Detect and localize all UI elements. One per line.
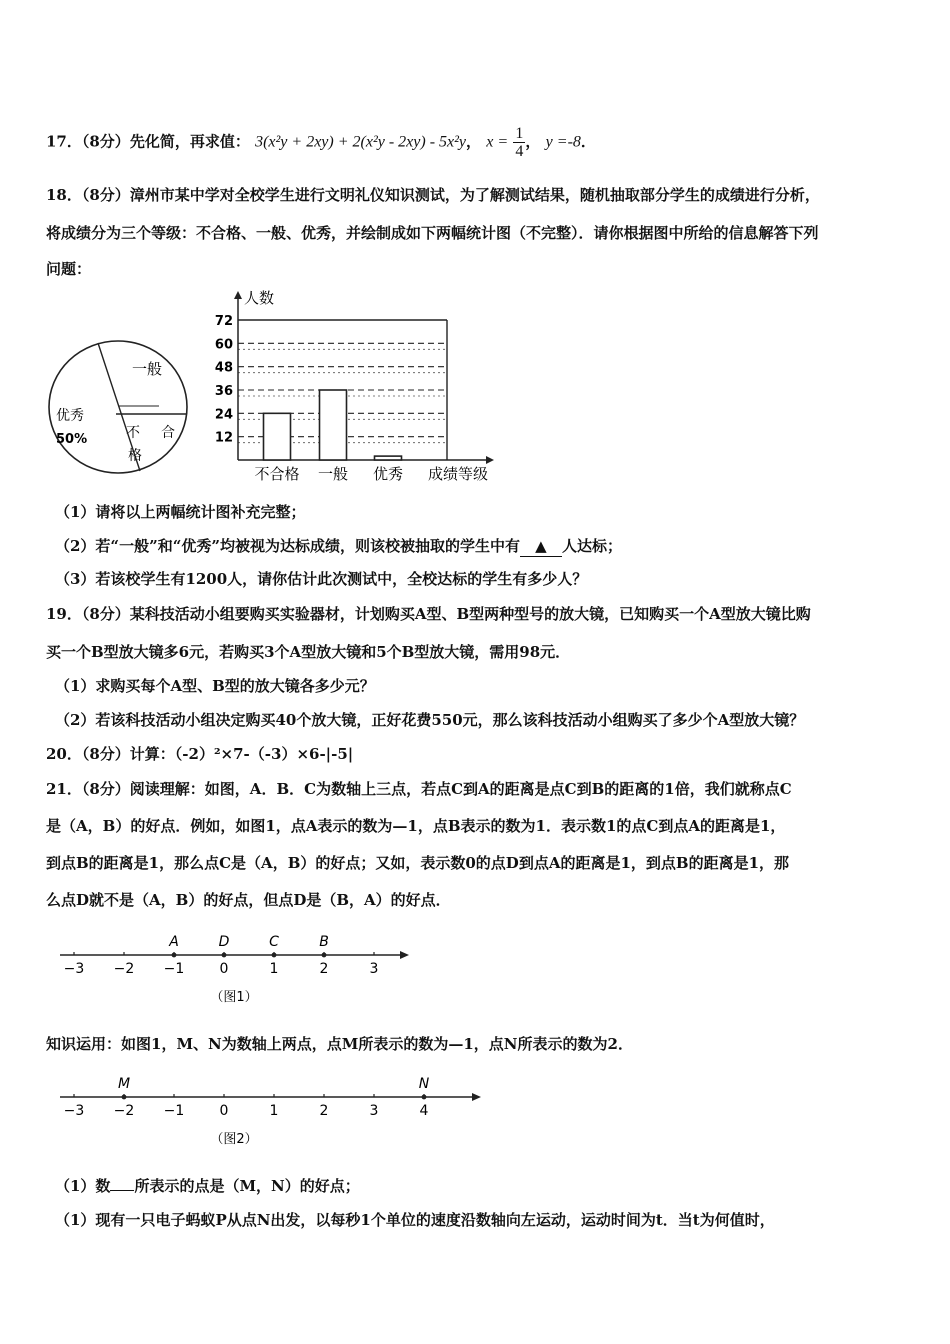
number-line-tick-label: 2 bbox=[319, 1103, 329, 1119]
q17-y-value: y =-8 bbox=[545, 133, 581, 151]
bar-ylabel: 人数 bbox=[244, 289, 275, 307]
bar-y-arrow bbox=[234, 291, 242, 299]
number-line-point-b bbox=[322, 953, 327, 958]
q18-sub2-text-b: 人达标； bbox=[561, 537, 622, 555]
number-line-arrow bbox=[472, 1093, 481, 1101]
bar-ytick-label: 12 bbox=[214, 430, 233, 446]
q18-sub2 bbox=[55, 536, 910, 557]
bar-3 bbox=[375, 456, 402, 460]
number-line-tick-label: 2 bbox=[319, 961, 329, 977]
number-line-caption: （图1） bbox=[210, 990, 258, 1005]
number-line-tick-label: 3 bbox=[369, 1103, 379, 1119]
q18-line1: 18．（8分）漳州市某中学对全校学生进行文明礼仪知识测试，为了解测试结果，随机抽取部分学生的成绩进行分析， bbox=[46, 186, 820, 204]
number-line-tick-label: 4 bbox=[419, 1103, 429, 1119]
bar-ytick-label: 48 bbox=[214, 360, 233, 376]
number-line-tick-label: −2 bbox=[113, 1103, 135, 1119]
q21-sub1 bbox=[55, 1176, 910, 1196]
q21-sub1-blank[interactable] bbox=[110, 1190, 134, 1191]
number-line-arrow bbox=[400, 951, 409, 959]
q18-line3: 问题： bbox=[46, 260, 92, 278]
pie-label-fail-b: 合 bbox=[161, 425, 175, 441]
number-line-tick-label: 3 bbox=[369, 961, 379, 977]
q17-x-label: x = bbox=[486, 133, 509, 151]
number-line-caption: （图2） bbox=[210, 1132, 258, 1147]
pie-label-fail-c: 格 bbox=[128, 448, 142, 464]
bar-ytick-label: 72 bbox=[214, 314, 233, 329]
number-line-point-a bbox=[172, 953, 177, 958]
q17-number: 17． bbox=[46, 132, 82, 151]
q17-score: （8分） bbox=[81, 132, 130, 151]
number-line-figure-1 bbox=[50, 925, 430, 1010]
q17-x-num: 1 bbox=[515, 125, 524, 142]
pie-chart bbox=[44, 338, 192, 476]
number-line-point-d bbox=[222, 953, 227, 958]
pie-label-excellent-pct: 50% bbox=[56, 432, 88, 447]
bar-ytick-label: 24 bbox=[214, 407, 233, 423]
number-line-point-c bbox=[272, 953, 277, 958]
q17-sep2: ， bbox=[525, 132, 541, 151]
q17-line bbox=[46, 125, 910, 160]
number-line-point-label: M bbox=[117, 1076, 131, 1092]
number-line-figure-2 bbox=[50, 1067, 500, 1152]
pie-circle bbox=[49, 341, 187, 473]
q17-text: 先化简，再求值： bbox=[129, 132, 250, 151]
bar-category-label: 不合格 bbox=[254, 465, 300, 483]
bar-x-arrow bbox=[486, 456, 494, 464]
q18-sub3: （3）若该校学生有1200人，请你估计此次测试中，全校达标的学生有多少人？ bbox=[55, 570, 588, 588]
number-line-tick-label: −3 bbox=[63, 961, 85, 977]
number-line-point-label: C bbox=[269, 934, 279, 950]
number-line-point-m bbox=[122, 1095, 127, 1100]
number-line-tick-label: 1 bbox=[269, 961, 279, 977]
q17-expression: 3(x²y + 2xy) + 2(x²y - 2xy) - 5x²y bbox=[255, 133, 467, 151]
q18-sub2-blank[interactable]: ▲ bbox=[520, 536, 562, 557]
bar-xlabel: 成绩等级 bbox=[428, 465, 489, 483]
number-line-point-label: N bbox=[418, 1076, 430, 1092]
number-line-tick-label: 0 bbox=[219, 1103, 229, 1119]
bar-chart bbox=[210, 285, 510, 485]
pie-label-fail-a: 不 bbox=[126, 425, 140, 441]
q20-line: 20．（8分）计算：（-2）²×7-（-3）×6-|-5| bbox=[46, 745, 354, 763]
number-line-point-label: A bbox=[169, 934, 179, 950]
number-line-point-label: D bbox=[218, 934, 230, 950]
number-line-tick-label: −1 bbox=[163, 1103, 185, 1119]
number-line-tick-label: 1 bbox=[269, 1103, 279, 1119]
bar-category-label: 优秀 bbox=[372, 465, 404, 483]
number-line-tick-label: −1 bbox=[163, 961, 185, 977]
pie-label-general: 一般 bbox=[132, 360, 163, 378]
bar-ytick-label: 36 bbox=[214, 384, 233, 399]
bar-ytick-label: 60 bbox=[214, 337, 233, 353]
q19-line2: 买一个B型放大镜多6元，若购买3个A型放大镜和5个B型放大镜，需用98元． bbox=[46, 643, 571, 661]
number-line-tick-label: −3 bbox=[63, 1103, 85, 1119]
q19-line1: 19．（8分）某科技活动小组要购买实验器材，计划购买A型、B型两种型号的放大镜，已知购买一个A型放大镜比购 bbox=[46, 605, 811, 623]
q21-line2: 是（A，B）的好点．例如，如图1，点A表示的数为—1，点B表示的数为1．表示数1的点C到点A的距离是1， bbox=[46, 817, 786, 835]
q17-x-den: 4 bbox=[515, 143, 524, 160]
q21-sub1-text-a: （1）数 bbox=[55, 1177, 111, 1195]
q17-x-fraction bbox=[513, 125, 525, 160]
q19-sub2: （2）若该科技活动小组决定购买40个放大镜，正好花费550元，那么该科技活动小组购买了多少个A型放大镜？ bbox=[55, 711, 805, 729]
q17-sep1: ， bbox=[466, 132, 482, 151]
q21-sub2: （1）现有一只电子蚂蚁P从点N出发，以每秒1个单位的速度沿数轴向左运动，运动时间为t．当t为何值时， bbox=[55, 1211, 775, 1229]
q21-sub1-text-b: 所表示的点是（M，N）的好点； bbox=[134, 1177, 360, 1195]
bar-2 bbox=[320, 390, 347, 460]
q18-sub1: （1）请将以上两幅统计图补充完整； bbox=[55, 503, 306, 521]
number-line-tick-label: 0 bbox=[219, 961, 229, 977]
bar-1 bbox=[264, 413, 291, 460]
q21-line4: 么点D就不是（A，B）的好点，但点D是（B，A）的好点． bbox=[46, 891, 451, 909]
q21-apply: 知识运用：如图1，M、N为数轴上两点，点M所表示的数为—1，点N所表示的数为2． bbox=[46, 1035, 633, 1053]
number-line-point-n bbox=[422, 1095, 427, 1100]
q21-line1: 21．（8分）阅读理解：如图，A．B．C为数轴上三点，若点C到A的距离是点C到B的距离的1倍，我们就称点C bbox=[46, 780, 792, 798]
q17-end: ． bbox=[580, 132, 596, 151]
pie-label-excellent: 优秀 bbox=[56, 408, 84, 424]
q18-line2: 将成绩分为三个等级：不合格、一般、优秀，并绘制成如下两幅统计图（不完整）．请你根据图中所给的信息解答下列 bbox=[46, 224, 819, 242]
number-line-point-label: B bbox=[319, 934, 329, 950]
bar-category-label: 一般 bbox=[317, 465, 349, 483]
number-line-tick-label: −2 bbox=[113, 961, 135, 977]
q18-sub2-text-a: （2）若“一般”和“优秀”均被视为达标成绩，则该校被抽取的学生中有 bbox=[55, 537, 520, 555]
q21-line3: 到点B的距离是1，那么点C是（A，B）的好点；又如，表示数0的点D到点A的距离是1，到点B的距离是1，那 bbox=[46, 854, 790, 872]
q19-sub1: （1）求购买每个A型、B型的放大镜各多少元？ bbox=[55, 677, 375, 695]
